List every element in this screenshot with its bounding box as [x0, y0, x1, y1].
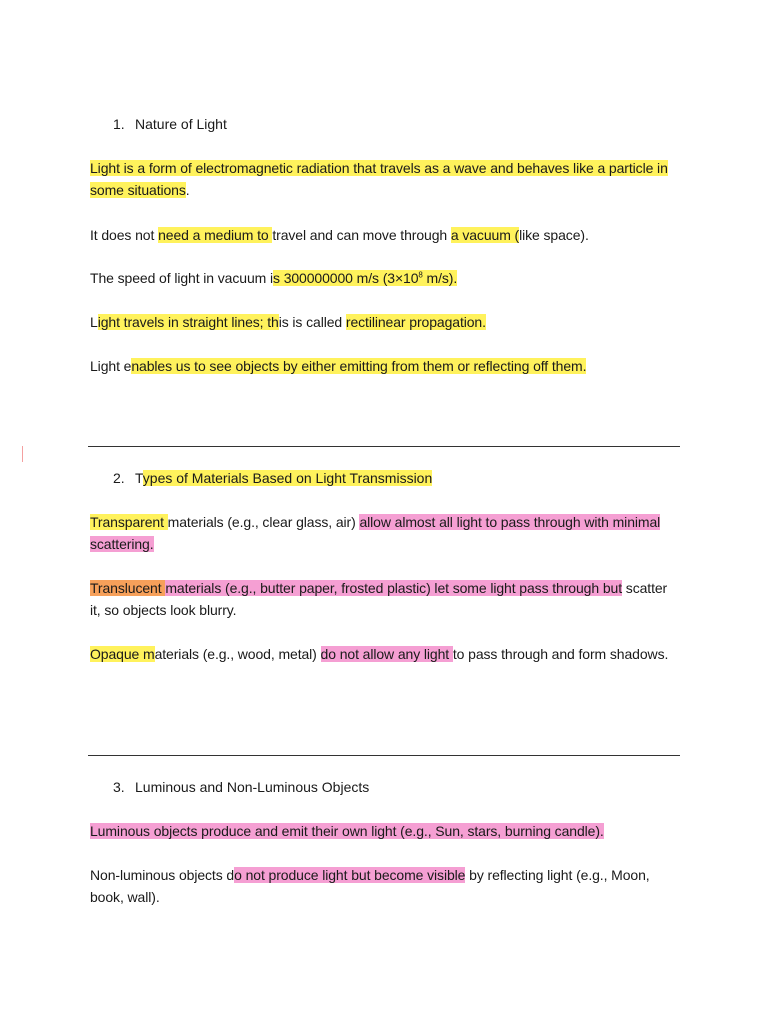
text: is is called [278, 314, 346, 330]
text: . [185, 182, 190, 198]
text-cursor [22, 446, 23, 462]
text: like space). [519, 227, 589, 243]
text: Non-luminous objects d [90, 867, 235, 883]
section-number: 1. [113, 116, 125, 132]
highlight [273, 270, 457, 286]
highlight: Opaque m [90, 646, 155, 662]
section-title: Luminous and Non-Luminous Objects [135, 779, 370, 795]
section-title: T [135, 470, 143, 486]
highlight: Luminous objects produce and emit their own light (e.g., Sun, stars, burning candle). [90, 823, 604, 839]
horizontal-rule [88, 446, 680, 447]
horizontal-rule [88, 755, 680, 756]
highlight: ypes of Materials Based on Light Transmission [142, 470, 433, 486]
highlight: materials (e.g., butter paper, frosted plastic) let some light pass through but [165, 580, 622, 596]
paragraph [90, 157, 680, 201]
highlight: Translucent [90, 580, 166, 596]
text: It does not [90, 227, 159, 243]
paragraph [90, 864, 680, 908]
text: L [90, 314, 98, 330]
text: scatter it, so objects look blurry. [90, 580, 668, 618]
text: m/s). [422, 270, 458, 286]
text: s 300000000 m/s (3×10 [273, 270, 419, 286]
section-3-heading [113, 777, 369, 797]
paragraph [90, 267, 680, 289]
section-2-heading [113, 468, 432, 488]
paragraph [90, 511, 680, 555]
section-number: 3. [113, 779, 125, 795]
highlight: ctromagnetic radiation that travels as a wave and behaves like a particle in some situations [90, 160, 668, 198]
paragraph [90, 224, 680, 246]
highlight: nables us to see objects by either emitting from them or reflecting off them. [131, 358, 587, 374]
section-title: Nature of Light [135, 116, 227, 132]
text: materials (e.g., clear glass, air) [167, 514, 360, 530]
highlight: Transparent [90, 514, 168, 530]
superscript: 8 [418, 270, 423, 280]
text: Light e [90, 358, 132, 374]
highlight: o not produce light but become visible [234, 867, 466, 883]
highlight: ight travels in straight lines; th [97, 314, 279, 330]
paragraph [90, 820, 680, 842]
highlight: rectilinear propagation. [345, 314, 486, 330]
text: by reflecting light (e.g., Moon, book, wall). [90, 867, 650, 905]
paragraph [90, 355, 680, 377]
text: The speed of light in vacuum i [90, 270, 273, 286]
section-1-heading [113, 114, 227, 134]
paragraph [90, 643, 680, 665]
highlight: a vacuum ( [450, 227, 520, 243]
text: to pass through and form shadows. [452, 646, 669, 662]
highlight: do not allow any light [320, 646, 453, 662]
paragraph [90, 577, 680, 621]
paragraph [90, 311, 680, 333]
highlight: Light is a form of ele [90, 160, 214, 176]
section-number: 2. [113, 470, 125, 486]
text: aterials (e.g., wood, metal) [154, 646, 321, 662]
highlight: need a medium to [158, 227, 273, 243]
text: travel and can move through [272, 227, 451, 243]
highlight: allow almost all light to pass through with minimal scattering. [90, 514, 661, 552]
